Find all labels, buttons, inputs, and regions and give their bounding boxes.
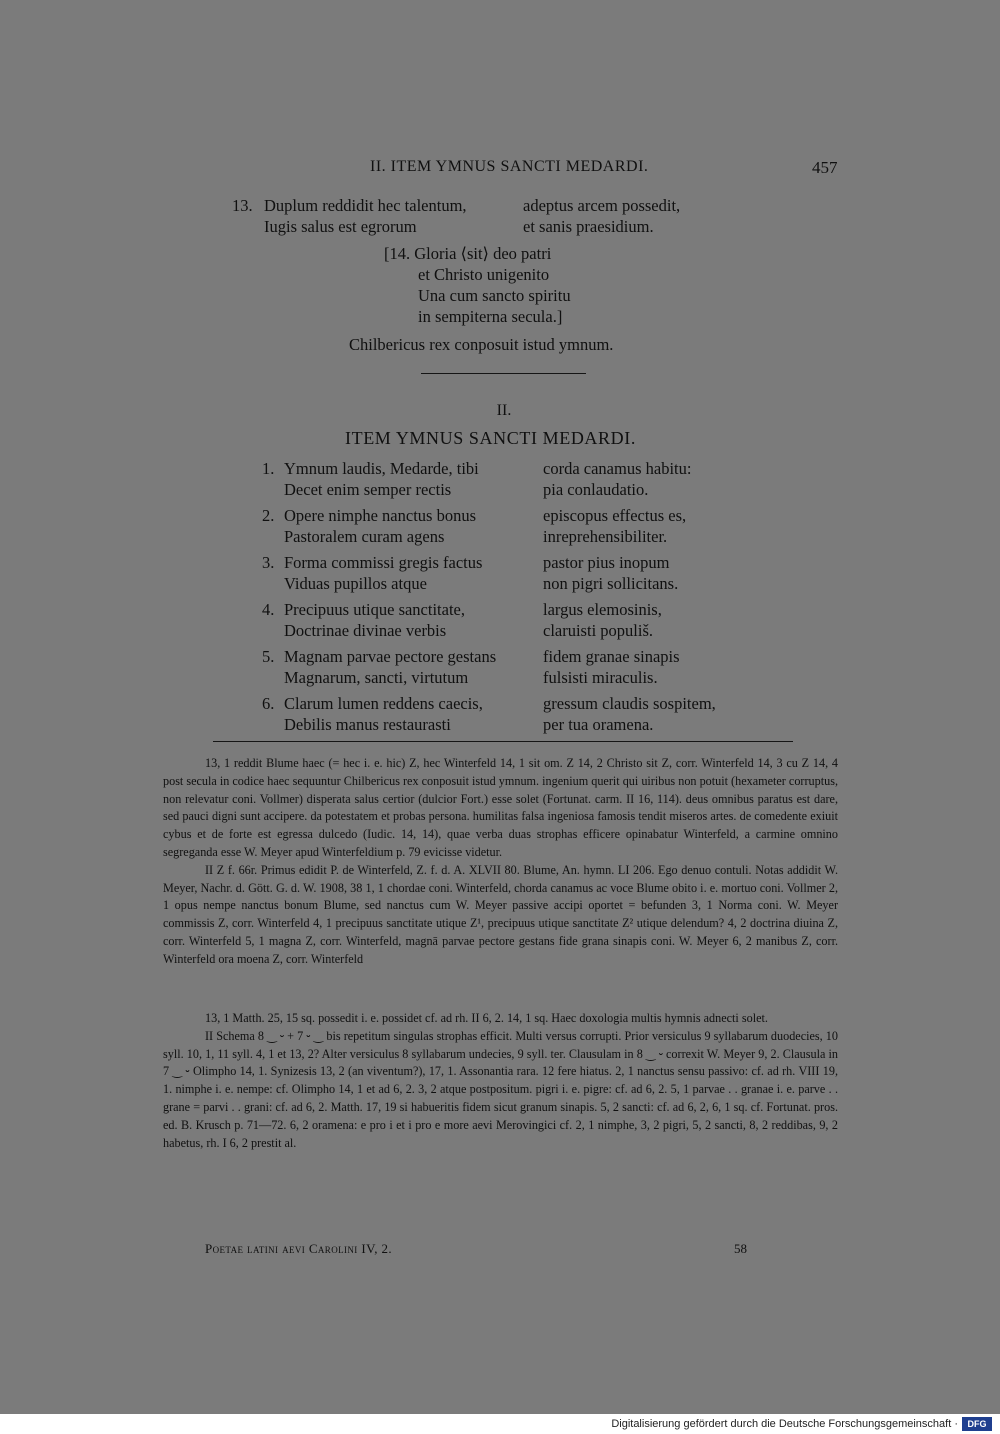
stanza-line-b2: pia conlaudatio. (543, 480, 649, 499)
stanza-13-line2b: et sanis praesidium. (523, 217, 654, 236)
stanza-13-line2a: Iugis salus est egrorum (264, 217, 417, 236)
stanza-13-number: 13. (232, 196, 253, 215)
stanza-line-a2: Magnarum, sancti, virtutum (284, 668, 469, 687)
stanza-line-a1: Precipuus utique sanctitate, (284, 600, 465, 619)
note-paragraph: 13, 1 reddit Blume haec (= hec i. e. hic) Z, hec Winterfeld 14, 1 sit om. Z 14, 2 Christo sit Z, corr. Winterfeld 14, 3 cu Z 14, 4 post secula in codice haec sequuntur Chilbericus rex conposuit istud ymnum. ingenium querit qui uiribus non potuit (hexameter corruptus, non relevatur coni. Vollmer) disperata salus certior (dulcior Fort.) esse solet (Fortunat. carm. II 16, 114). deus omnibus paratus est dare, sed pauci digni sunt accipere. da potestatem et probas persona. humilitas falsa ingeniosa famosis tendit miseros artes. de comedente exiuit cybus et de forte est egressa dulcedo (Iudic. 14, 14), quae verba duas strophas efficere opinabatur Winterfeld, a carmine omnino segreganda esse W. Meyer apud Winterfeldium p. 79 evicisse videtur. (163, 756, 838, 859)
stanza-14-line: et Christo unigenito (418, 265, 550, 284)
stanza-line-b1: gressum claudis sospitem, (543, 694, 716, 713)
stanza-line-a2: Pastoralem curam agens (284, 527, 445, 546)
stanza-13-line1b: adeptus arcem possedit, (523, 196, 681, 215)
digitization-credit: Digitalisierung gefördert durch die Deutsche Forschungsgemeinschaft · (611, 1418, 958, 1430)
section-number: II. (496, 402, 512, 419)
stanza-line-a1: Forma commissi gregis factus (284, 553, 483, 572)
stanza-number: 2. (262, 506, 275, 525)
notes-divider (213, 741, 793, 742)
stanza-line-b1: fidem granae sinapis (543, 647, 680, 666)
series-footer: Poetae latini aevi Carolini IV, 2. (205, 1241, 393, 1256)
dfg-logo[interactable]: DFG (962, 1417, 992, 1431)
stanza-line-b2: claruisti populiš. (543, 621, 653, 640)
stanza-number: 3. (262, 553, 275, 572)
stanza-14-line: [14. Gloria ⟨sit⟩ deo patri (384, 244, 552, 263)
section-title: ITEM YMNUS SANCTI MEDARDI. (345, 428, 636, 448)
commentary (163, 1010, 838, 1152)
note-paragraph: II Schema 8 ‿ ⏑ + 7 ⏑ ‿ bis repetitum singulas strophas efficit. Multi versus corrupti. Prior versiculus 9 syllabarum duodecies, 10 syll. 10, 1, 11 syll. 4, 1 et 13, 2? Alter versiculus 8 syllabarum undecies, 9 syll. ter. Clausulam in 8 ‿ ⏑ correxit W. Meyer 9, 2. Clausula in 7 ‿ ⏑ Olimpho 14, 1. Synizesis 13, 2 (an viventum?), 17, 1. Assonantia rara. 12 fere hiatus. 2, 1 nanctus sensu passivo: cf. ad rh. VIII 19, 1. nimphe i. e. nempe: cf. Olimpho 14, 1 et ad 6, 2. 3, 2 atque postpositum. pigri i. e. pigre: cf. ad 6, 2. 5, 1 parvae . . granae i. e. parve . . grane = parvi . . grani: cf. ad 6, 2. Matth. 17, 19 si habueritis fidem sicut granum sinapis. 5, 2 sancti: cf. ad 6, 2, 6, 1 sq. cf. Fortunat. pros. ed. B. Krusch p. 71—72. 6, 2 oramena: e pro i et i pro e more aevi Merovingici cf. 2, 1 nimphe, 3, 2 pigri, 5, 2 sancti, 8, 2 reddibas, 9, 2 habetus, rh. I 6, 2 prestit al. (163, 1028, 838, 1150)
stanza-line-b1: pastor pius inopum (543, 553, 670, 572)
stanza-14-line: in sempiterna secula.] (418, 307, 563, 326)
stanza-line-b2: inreprehensibiliter. (543, 527, 668, 546)
stanza-line-b2: fulsisti miraculis. (543, 668, 658, 687)
critical-apparatus (163, 755, 838, 969)
stanza-line-b2: non pigri sollicitans. (543, 574, 679, 593)
stanza-line-a1: Magnam parvae pectore gestans (284, 647, 497, 666)
stanza-line-a1: Clarum lumen reddens caecis, (284, 694, 483, 713)
running-head: II. ITEM YMNUS SANCTI MEDARDI. (370, 158, 649, 175)
stanza-line-b1: corda canamus habitu: (543, 459, 692, 478)
note-paragraph: 13, 1 Matth. 25, 15 sq. possedit i. e. possidet cf. ad rh. II 6, 2. 14, 1 sq. Haec doxologia multis hymnis adnecti solet. (205, 1011, 768, 1025)
stanza-line-a1: Ymnum laudis, Medarde, tibi (284, 459, 479, 478)
stanza-line-b1: episcopus effectus es, (543, 506, 687, 525)
stanza-14-line: Una cum sancto spiritu (418, 286, 571, 305)
stanza-line-a2: Decet enim semper rectis (284, 480, 452, 499)
stanza-line-a1: Opere nimphe nanctus bonus (284, 506, 476, 525)
stanza-13-line1a: Duplum reddidit hec talentum, (264, 196, 467, 215)
note-paragraph: II Z f. 66r. Primus edidit P. de Winterfeld, Z. f. d. A. XLVII 80. Blume, An. hymn. LI 206. Ego denuo contuli. Notas addidit W. Meyer, Nachr. d. Gött. G. d. W. 1908, 38 1, 1 chordae coni. Winterfeld, chorda canamus ac voce Blume obito i. e. mortuo coni. Vollmer 2, 1 opus nempe nanctus bonum Blume, sed nanctus cum W. Meyer passive accipi oportet = befunden 3, 1 Norma coni. W. Meyer commissis Z, corr. Winterfeld 4, 1 precipuus sanctitate utique Z¹, precipuus utique sanctitate Z² utique delendum? 4, 2 doctrina diuina Z, corr. Winterfeld 5, 1 magna Z, corr. Winterfeld, magnā parvae pectore gestans fide grana sinapis coni. W. Meyer 6, 2 manibus Z, corr. Winterfeld ora moena Z, corr. Winterfeld (163, 862, 838, 966)
page-number: 457 (812, 158, 838, 177)
stanza-number: 4. (262, 600, 275, 619)
stanza-line-a2: Doctrinae divinae verbis (284, 621, 447, 640)
stanza-line-a2: Debilis manus restaurasti (284, 715, 451, 734)
stanza-line-b2: per tua oramena. (543, 715, 654, 734)
stanza-line-a2: Viduas pupillos atque (284, 574, 427, 593)
stanza-number: 1. (262, 459, 275, 478)
stanza-number: 6. (262, 694, 275, 713)
section-divider (421, 373, 586, 374)
sheet-number: 58 (734, 1241, 747, 1256)
stanza-line-b1: largus elemosinis, (543, 600, 662, 619)
stanza-number: 5. (262, 647, 275, 666)
closing-line: Chilbericus rex conposuit istud ymnum. (349, 335, 614, 354)
